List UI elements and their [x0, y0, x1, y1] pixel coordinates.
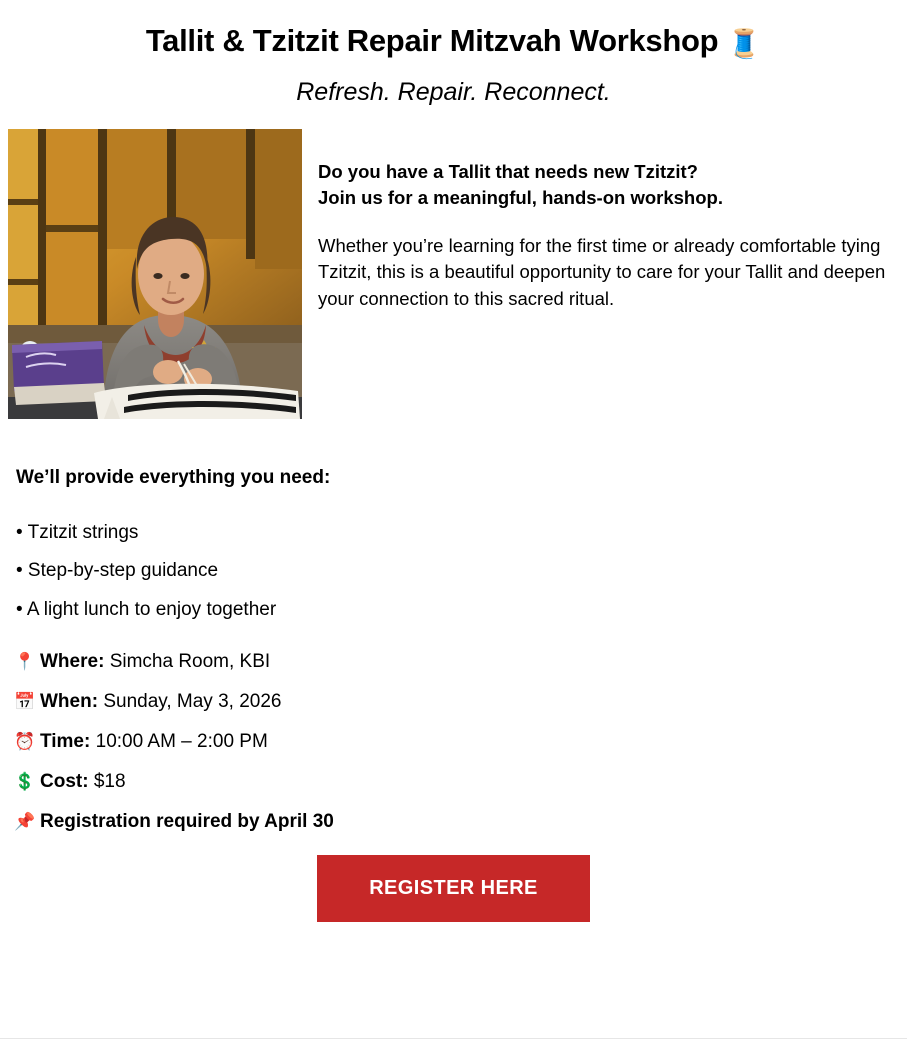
page-bottom-edge: [0, 1038, 907, 1046]
dollar-sign-icon: 💲: [14, 772, 36, 792]
event-details: [14, 651, 907, 833]
page-title: [0, 22, 907, 61]
body-paragraph: Whether you’re learning for the first time or already comfortable tying Tzitzit, this is a beautiful opportunity to care for your Tallit and deepen your connection to this sacred ritual.: [318, 235, 886, 309]
flyer-page: [0, 22, 907, 1046]
detail-time-value: 10:00 AM – 2:00 PM: [95, 731, 268, 753]
pushpin-icon: 📌: [14, 812, 36, 832]
detail-where: [14, 651, 907, 673]
location-pin-icon: 📍: [14, 652, 36, 672]
detail-when-value: Sunday, May 3, 2026: [103, 691, 282, 713]
hero-text-block: [318, 159, 889, 312]
detail-registration: [14, 811, 907, 833]
lead-line-1: Do you have a Tallit that needs new Tzitzit?: [318, 160, 698, 182]
list-item: • A light lunch to enjoy together: [16, 599, 277, 621]
page-subtitle: Refresh. Repair. Reconnect.: [296, 77, 611, 106]
calendar-icon: 📅: [14, 692, 36, 712]
alarm-clock-icon: ⏰: [14, 732, 36, 752]
thread-spool-icon: 🧵: [726, 28, 762, 59]
detail-cost-value: $18: [93, 771, 126, 793]
detail-where-label: Where:: [40, 651, 105, 673]
detail-time: [14, 731, 907, 753]
detail-cost: [14, 771, 907, 793]
workshop-photo: [8, 129, 302, 419]
provide-heading: We’ll provide everything you need:: [16, 466, 331, 488]
detail-registration-label: Registration required by April 30: [40, 811, 334, 833]
hero-section: [0, 129, 907, 419]
detail-when: [14, 691, 907, 713]
provided-items-list: [16, 523, 907, 622]
list-item: • Step-by-step guidance: [16, 560, 219, 582]
lead-line-2: Join us for a meaningful, hands-on workshop.: [318, 186, 723, 208]
detail-time-label: Time:: [40, 731, 91, 753]
detail-where-value: Simcha Room, KBI: [109, 651, 271, 673]
detail-when-label: When:: [40, 691, 99, 713]
lead-text: [318, 159, 889, 212]
register-here-button[interactable]: REGISTER HERE: [317, 855, 590, 922]
detail-cost-label: Cost:: [40, 771, 89, 793]
page-title-text: Tallit & Tzitzit Repair Mitzvah Workshop: [145, 23, 719, 58]
cta-section: [0, 855, 907, 922]
list-item: • Tzitzit strings: [16, 521, 139, 543]
